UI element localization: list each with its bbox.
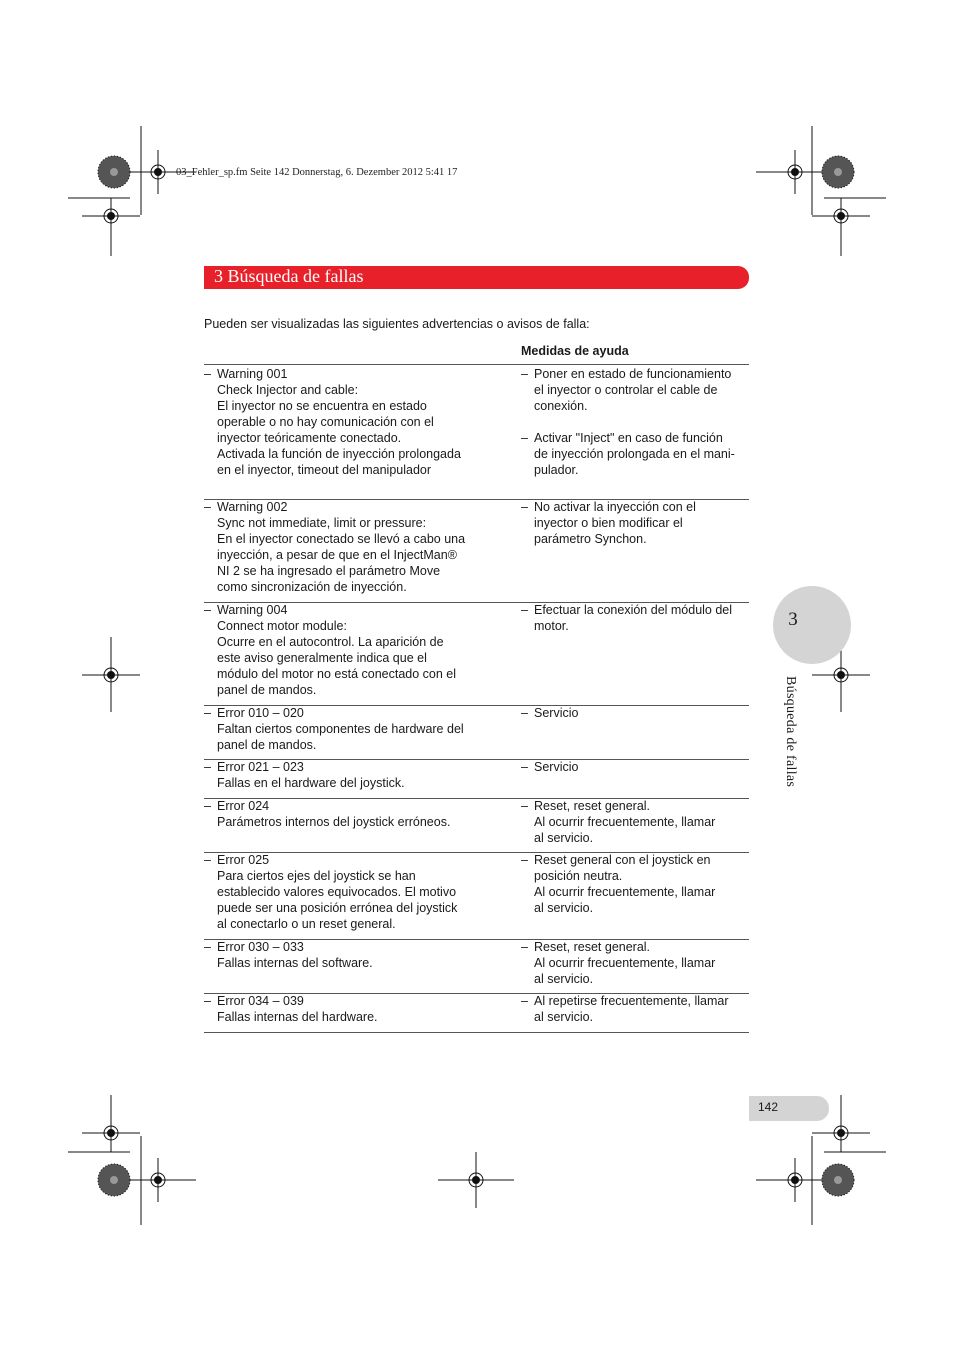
dash-bullet: – xyxy=(521,853,528,867)
table-row xyxy=(204,705,749,760)
table-row xyxy=(204,798,749,853)
fault-item xyxy=(204,602,504,698)
remedy-line: Al repetirse frecuentemente, llamar xyxy=(534,994,729,1008)
remedy-line: al servicio. xyxy=(534,1010,594,1024)
fault-description-line: como sincronización de inyección. xyxy=(217,580,407,594)
fault-description-line: Faltan ciertos componentes de hardware del xyxy=(217,722,464,736)
remedy-cell xyxy=(521,939,751,987)
remedy-line: motor. xyxy=(534,619,569,633)
fault-description-line: Connect motor module: xyxy=(217,619,347,633)
remedy-line: Reset, reset general. xyxy=(534,940,651,954)
fault-description-line: En el inyector conectado se llevó a cabo una xyxy=(217,532,466,546)
print-slug: 03_Fehler_sp.fm Seite 142 Donnerstag, 6. Dezember 2012 5:41 17 xyxy=(176,167,458,178)
dash-bullet: – xyxy=(521,994,528,1008)
fault-description-line: panel de mandos. xyxy=(217,738,317,752)
fault-description-line: Activada la función de inyección prolongada xyxy=(217,447,461,461)
fault-cell xyxy=(204,602,504,698)
fault-item xyxy=(204,499,504,595)
fault-cell xyxy=(204,939,504,971)
dash-bullet: – xyxy=(521,500,528,514)
fault-description-line: Parámetros internos del joystick erróneos. xyxy=(217,815,451,829)
dash-bullet: – xyxy=(521,367,528,381)
remedy-line: de inyección prolongada en el mani- xyxy=(534,447,735,461)
remedy-cell xyxy=(521,759,751,775)
remedy-cell xyxy=(521,798,751,846)
remedy-line: No activar la inyección con el xyxy=(534,500,696,514)
remedy-line: Reset, reset general. xyxy=(534,799,651,813)
fault-description-line: Ocurre en el autocontrol. La aparición de xyxy=(217,635,444,649)
table-row xyxy=(204,759,749,799)
remedy-item xyxy=(521,852,751,916)
dash-bullet: – xyxy=(204,367,211,381)
table-row xyxy=(204,602,749,706)
fault-code: Warning 002 xyxy=(217,500,288,514)
remedy-item xyxy=(521,602,751,634)
dash-bullet: – xyxy=(204,853,211,867)
fault-code: Warning 001 xyxy=(217,367,288,381)
fault-description-line: módulo del motor no está conectado con el xyxy=(217,667,457,681)
fault-description-line: Sync not immediate, limit or pressure: xyxy=(217,516,427,530)
fault-cell xyxy=(204,705,504,753)
chapter-side-title: Búsqueda de fallas xyxy=(783,676,798,788)
remedy-cell xyxy=(521,705,751,721)
dash-bullet: – xyxy=(204,706,211,720)
fault-description-line: establecido valores equivocados. El motivo xyxy=(217,885,457,899)
fault-description-line: en el inyector, timeout del manipulador xyxy=(217,463,432,477)
fault-item xyxy=(204,705,504,753)
fault-cell xyxy=(204,759,504,791)
fault-description-line: inyector teóricamente conectado. xyxy=(217,431,402,445)
fault-description-line: Fallas en el hardware del joystick. xyxy=(217,776,405,790)
remedy-line: Al ocurrir frecuentemente, llamar xyxy=(534,956,716,970)
remedy-line: al servicio. xyxy=(534,972,594,986)
dash-bullet: – xyxy=(204,799,211,813)
fault-item xyxy=(204,798,504,830)
remedy-line: Reset general con el joystick en xyxy=(534,853,711,867)
remedy-item xyxy=(521,993,751,1025)
fault-description-line: Para ciertos ejes del joystick se han xyxy=(217,869,416,883)
remedy-line: pulador. xyxy=(534,463,579,477)
fault-description-line: inyección, a pesar de que en el InjectMan® xyxy=(217,548,457,562)
dash-bullet: – xyxy=(521,940,528,954)
remedy-line: el inyector o controlar el cable de xyxy=(534,383,718,397)
dash-bullet: – xyxy=(521,706,528,720)
table-row xyxy=(204,499,749,603)
remedy-item xyxy=(521,499,751,547)
remedy-item xyxy=(521,430,751,478)
remedy-line: al servicio. xyxy=(534,901,594,915)
intro-text: Pueden ser visualizadas las siguientes advertencias o avisos de falla: xyxy=(204,317,590,331)
fault-code: Error 034 – 039 xyxy=(217,994,304,1008)
fault-code: Warning 004 xyxy=(217,603,288,617)
remedy-line: conexión. xyxy=(534,399,588,413)
dash-bullet: – xyxy=(521,603,528,617)
table-row xyxy=(204,366,749,500)
remedy-line: inyector o bien modificar el xyxy=(534,516,683,530)
remedy-cell xyxy=(521,852,751,916)
remedy-line: Efectuar la conexión del módulo del xyxy=(534,603,733,617)
remedy-line: parámetro Synchon. xyxy=(534,532,647,546)
fault-cell xyxy=(204,798,504,830)
fault-cell xyxy=(204,993,504,1025)
fault-description-line: puede ser una posición errónea del joystick xyxy=(217,901,458,915)
column-header-remedies: Medidas de ayuda xyxy=(521,344,629,358)
chapter-number: 3 xyxy=(788,609,798,630)
remedy-line: Servicio xyxy=(534,760,579,774)
remedy-item xyxy=(521,366,751,414)
fault-code: Error 030 – 033 xyxy=(217,940,304,954)
dash-bullet: – xyxy=(204,760,211,774)
remedy-cell xyxy=(521,499,751,547)
remedy-cell xyxy=(521,993,751,1025)
dash-bullet: – xyxy=(204,603,211,617)
fault-item xyxy=(204,939,504,971)
remedy-item xyxy=(521,705,751,721)
fault-cell xyxy=(204,499,504,595)
remedy-item xyxy=(521,798,751,846)
fault-item xyxy=(204,993,504,1025)
remedy-line: Al ocurrir frecuentemente, llamar xyxy=(534,885,716,899)
fault-item xyxy=(204,366,504,478)
remedy-line: Activar "Inject" en caso de función xyxy=(534,431,723,445)
fault-cell xyxy=(204,852,504,932)
remedy-cell xyxy=(521,602,751,634)
table-row xyxy=(204,939,749,994)
fault-description-line: operable o no hay comunicación con el xyxy=(217,415,434,429)
remedy-line: Poner en estado de funcionamiento xyxy=(534,367,732,381)
fault-description-line: al conectarlo o un reset general. xyxy=(217,917,396,931)
fault-code: Error 010 – 020 xyxy=(217,706,304,720)
remedy-cell xyxy=(521,366,751,478)
dash-bullet: – xyxy=(521,799,528,813)
remedy-line: Servicio xyxy=(534,706,579,720)
fault-description-line: este aviso generalmente indica que el xyxy=(217,651,427,665)
dash-bullet: – xyxy=(521,760,528,774)
fault-description-line: El inyector no se encuentra en estado xyxy=(217,399,427,413)
fault-item xyxy=(204,852,504,932)
fault-description-line: panel de mandos. xyxy=(217,683,317,697)
dash-bullet: – xyxy=(204,994,211,1008)
fault-description-line: NI 2 se ha ingresado el parámetro Move xyxy=(217,564,441,578)
dash-bullet: – xyxy=(204,500,211,514)
dash-bullet: – xyxy=(521,431,528,445)
remedy-line: al servicio. xyxy=(534,831,594,845)
remedy-line: posición neutra. xyxy=(534,869,623,883)
header-rule xyxy=(204,364,749,365)
chapter-title: 3 Búsqueda de fallas xyxy=(214,266,364,286)
remedy-line: Al ocurrir frecuentemente, llamar xyxy=(534,815,716,829)
fault-description-line: Fallas internas del hardware. xyxy=(217,1010,378,1024)
fault-code: Error 024 xyxy=(217,799,270,813)
remedy-item xyxy=(521,939,751,987)
fault-code: Error 025 xyxy=(217,853,270,867)
fault-description-line: Check Injector and cable: xyxy=(217,383,359,397)
remedy-item xyxy=(521,759,751,775)
fault-item xyxy=(204,759,504,791)
table-row xyxy=(204,993,749,1033)
dash-bullet: – xyxy=(204,940,211,954)
fault-code: Error 021 – 023 xyxy=(217,760,304,774)
table-row xyxy=(204,852,749,940)
fault-cell xyxy=(204,366,504,478)
page-number: 142 xyxy=(758,1100,779,1114)
fault-description-line: Fallas internas del software. xyxy=(217,956,373,970)
